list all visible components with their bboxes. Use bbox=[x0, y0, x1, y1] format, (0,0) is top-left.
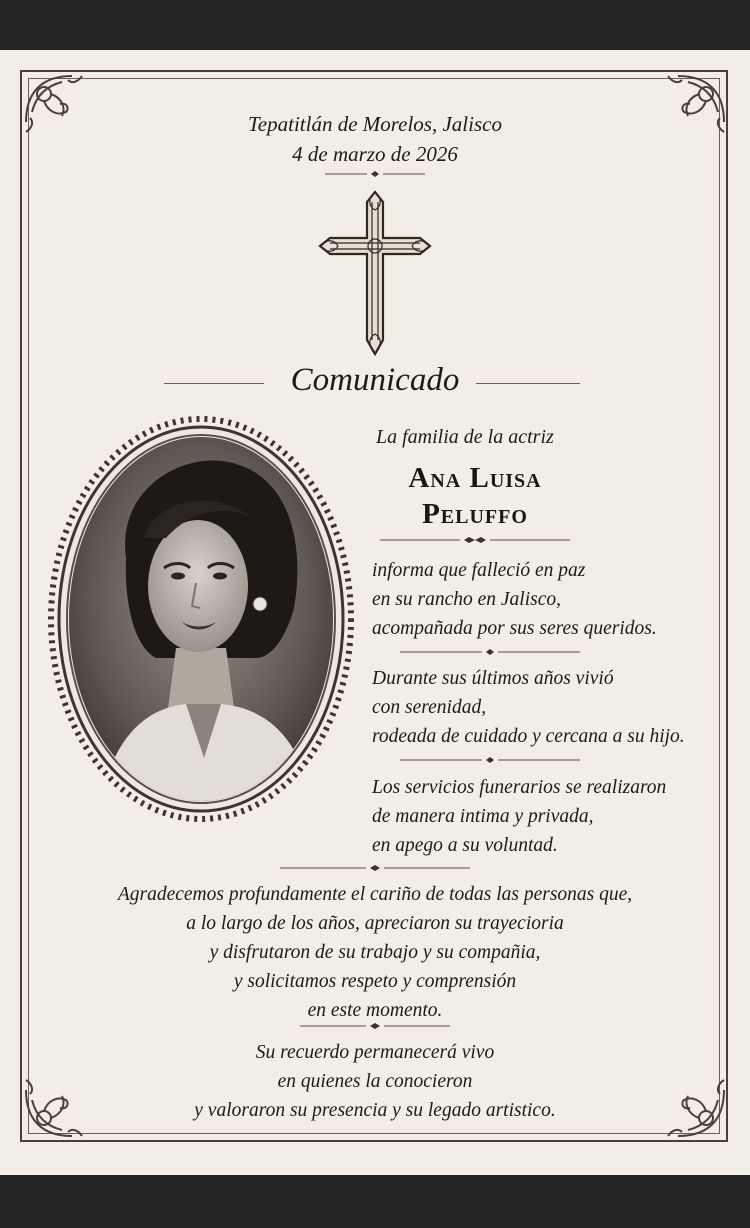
text-line: acompañada por sus seres queridos. bbox=[372, 618, 657, 639]
text-line: a lo largo de los años, apreciaron su trayecioria bbox=[186, 913, 564, 934]
divider-ornament-icon bbox=[300, 1022, 450, 1030]
text-line: Su recuerdo permanecerá vivo bbox=[255, 1042, 495, 1063]
divider-ornament-icon bbox=[400, 648, 580, 656]
text-line: en este momento. bbox=[307, 1000, 443, 1021]
divider-ornament-icon bbox=[325, 170, 425, 178]
text-line: en su rancho en Jalisco, bbox=[372, 589, 562, 610]
text-line: en quienes la conocieron bbox=[277, 1071, 473, 1092]
text-line: y valoraron su presencia y su legado artistico. bbox=[194, 1100, 556, 1121]
deceased-name-line2: Peluffo bbox=[422, 498, 528, 530]
deceased-name-line1: Ana Luisa bbox=[408, 462, 542, 494]
paragraph-thanks bbox=[0, 880, 750, 1025]
divider-ornament-icon bbox=[280, 864, 470, 872]
text-line: de manera intima y privada, bbox=[372, 806, 594, 827]
page-title: Comunicado bbox=[290, 362, 460, 398]
portrait-photo bbox=[46, 408, 356, 830]
bottom-bar bbox=[0, 1175, 750, 1228]
text-line: Agradecemos profundamente el cariño de todas las personas que, bbox=[117, 884, 633, 905]
name-divider-icon bbox=[380, 536, 570, 544]
place-name: Tepatitlán de Morelos, Jalisco bbox=[248, 112, 502, 136]
text-line: y disfrutaron de su trabajo y su compañia, bbox=[209, 942, 541, 963]
text-line: Los servicios funerarios se realizaron bbox=[372, 777, 667, 798]
announcement-card bbox=[0, 50, 750, 1175]
announcement-date: 4 de marzo de 2026 bbox=[292, 142, 458, 166]
text-line: informa que falleció en paz bbox=[372, 560, 586, 581]
top-bar bbox=[0, 0, 750, 50]
paragraph-death bbox=[372, 556, 657, 643]
paragraph-last-years bbox=[372, 664, 685, 751]
text-line: Durante sus últimos años vivió bbox=[372, 668, 614, 689]
paragraph-services bbox=[372, 773, 666, 860]
text-line: en apego a su voluntad. bbox=[372, 835, 558, 856]
intro-text: La familia de la actriz bbox=[376, 426, 554, 448]
text-line: con serenidad, bbox=[372, 697, 487, 718]
ornate-cross-icon bbox=[312, 190, 438, 358]
text-line: rodeada de cuidado y cercana a su hijo. bbox=[372, 726, 685, 747]
text-line: y solicitamos respeto y comprensión bbox=[233, 971, 517, 992]
paragraph-memory bbox=[0, 1038, 750, 1125]
divider-ornament-icon bbox=[400, 756, 580, 764]
